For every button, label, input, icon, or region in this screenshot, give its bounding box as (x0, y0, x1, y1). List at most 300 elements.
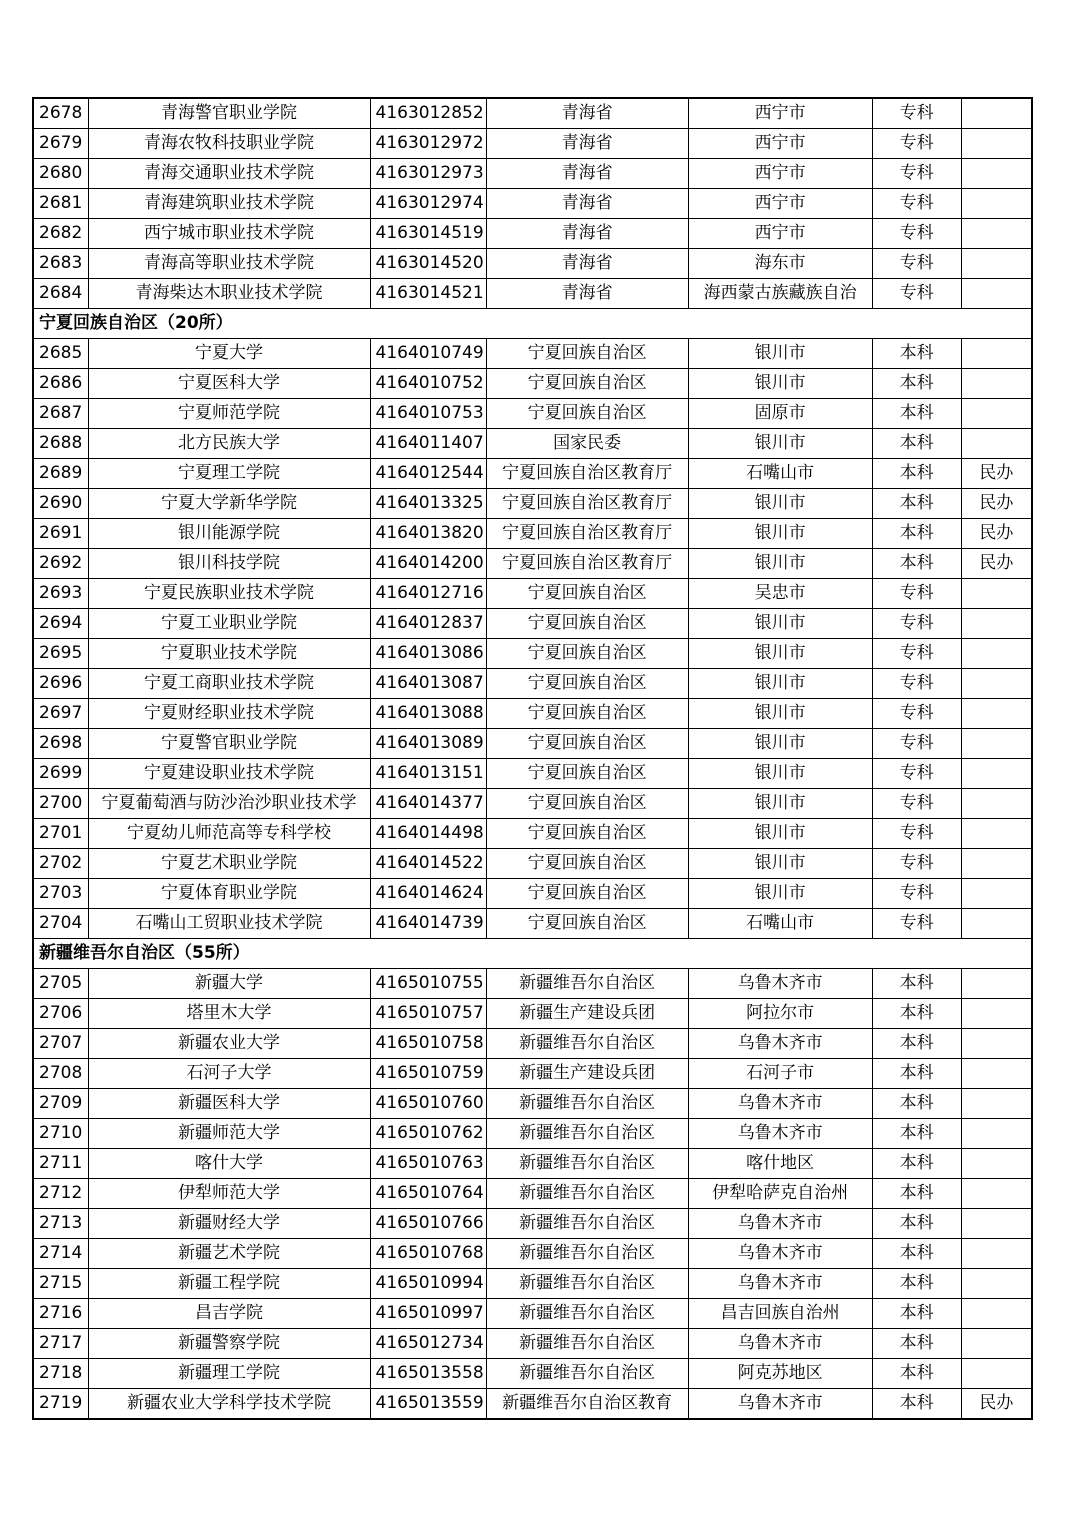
row-number-cell: 2681 (33, 189, 88, 219)
location-cell: 石嘴山市 (688, 909, 872, 939)
row-number-cell: 2688 (33, 429, 88, 459)
school-name-cell: 青海交通职业技术学院 (88, 159, 370, 189)
school-code-cell: 4164014739 (370, 909, 486, 939)
remark-cell (961, 729, 1032, 759)
location-cell: 固原市 (688, 399, 872, 429)
location-cell: 银川市 (688, 819, 872, 849)
row-number-cell: 2705 (33, 969, 88, 999)
remark-cell (961, 1269, 1032, 1299)
location-cell: 银川市 (688, 759, 872, 789)
authority-cell: 宁夏回族自治区 (486, 909, 688, 939)
table-row (33, 1329, 1032, 1359)
school-name-cell: 石河子大学 (88, 1059, 370, 1089)
school-code-cell: 4165010763 (370, 1149, 486, 1179)
location-cell: 银川市 (688, 429, 872, 459)
school-name-cell: 银川能源学院 (88, 519, 370, 549)
school-code-cell: 4164011407 (370, 429, 486, 459)
table-row (33, 1179, 1032, 1209)
location-cell: 银川市 (688, 669, 872, 699)
school-code-cell: 4164012544 (370, 459, 486, 489)
school-code-cell: 4164014377 (370, 789, 486, 819)
table-row (33, 399, 1032, 429)
level-cell: 本科 (872, 999, 961, 1029)
school-name-cell: 宁夏建设职业技术学院 (88, 759, 370, 789)
location-cell: 昌吉回族自治州 (688, 1299, 872, 1329)
location-cell: 西宁市 (688, 159, 872, 189)
school-code-cell: 4164014200 (370, 549, 486, 579)
level-cell: 专科 (872, 789, 961, 819)
school-code-cell: 4164010749 (370, 339, 486, 369)
authority-cell: 宁夏回族自治区 (486, 789, 688, 819)
row-number-cell: 2703 (33, 879, 88, 909)
level-cell: 专科 (872, 909, 961, 939)
authority-cell: 宁夏回族自治区教育厅 (486, 459, 688, 489)
authority-cell: 国家民委 (486, 429, 688, 459)
level-cell: 本科 (872, 549, 961, 579)
school-code-cell: 4164013086 (370, 639, 486, 669)
school-code-cell: 4165013559 (370, 1389, 486, 1420)
location-cell: 银川市 (688, 879, 872, 909)
row-number-cell: 2678 (33, 98, 88, 129)
table-row (33, 999, 1032, 1029)
level-cell: 本科 (872, 1059, 961, 1089)
section-header-row (33, 309, 1032, 339)
row-number-cell: 2687 (33, 399, 88, 429)
authority-cell: 青海省 (486, 159, 688, 189)
level-cell: 本科 (872, 399, 961, 429)
level-cell: 专科 (872, 819, 961, 849)
table-row (33, 459, 1032, 489)
remark-cell (961, 819, 1032, 849)
table-row (33, 1089, 1032, 1119)
school-name-cell: 新疆艺术学院 (88, 1239, 370, 1269)
row-number-cell: 2709 (33, 1089, 88, 1119)
table-row (33, 669, 1032, 699)
authority-cell: 新疆维吾尔自治区 (486, 1179, 688, 1209)
table-row (33, 489, 1032, 519)
table-row (33, 369, 1032, 399)
row-number-cell: 2711 (33, 1149, 88, 1179)
authority-cell: 新疆维吾尔自治区 (486, 1149, 688, 1179)
school-name-cell: 新疆警察学院 (88, 1329, 370, 1359)
location-cell: 阿拉尔市 (688, 999, 872, 1029)
level-cell: 专科 (872, 129, 961, 159)
school-code-cell: 4163014521 (370, 279, 486, 309)
level-cell: 本科 (872, 1269, 961, 1299)
school-name-cell: 塔里木大学 (88, 999, 370, 1029)
row-number-cell: 2684 (33, 279, 88, 309)
remark-cell (961, 189, 1032, 219)
location-cell: 乌鲁木齐市 (688, 1119, 872, 1149)
remark-cell (961, 1359, 1032, 1389)
authority-cell: 新疆生产建设兵团 (486, 999, 688, 1029)
authority-cell: 宁夏回族自治区 (486, 579, 688, 609)
location-cell: 乌鲁木齐市 (688, 1089, 872, 1119)
table-row (33, 339, 1032, 369)
location-cell: 银川市 (688, 729, 872, 759)
school-code-cell: 4165010997 (370, 1299, 486, 1329)
school-code-cell: 4163012974 (370, 189, 486, 219)
school-name-cell: 宁夏师范学院 (88, 399, 370, 429)
location-cell: 银川市 (688, 789, 872, 819)
school-name-cell: 宁夏职业技术学院 (88, 639, 370, 669)
remark-cell (961, 1089, 1032, 1119)
level-cell: 本科 (872, 1119, 961, 1149)
row-number-cell: 2713 (33, 1209, 88, 1239)
remark-cell (961, 159, 1032, 189)
level-cell: 本科 (872, 969, 961, 999)
location-cell: 西宁市 (688, 219, 872, 249)
school-name-cell: 新疆工程学院 (88, 1269, 370, 1299)
level-cell: 专科 (872, 699, 961, 729)
authority-cell: 宁夏回族自治区 (486, 699, 688, 729)
level-cell: 本科 (872, 1089, 961, 1119)
school-name-cell: 青海高等职业技术学院 (88, 249, 370, 279)
authority-cell: 新疆维吾尔自治区 (486, 1299, 688, 1329)
school-code-cell: 4165010762 (370, 1119, 486, 1149)
school-name-cell: 宁夏警官职业学院 (88, 729, 370, 759)
row-number-cell: 2690 (33, 489, 88, 519)
authority-cell: 新疆维吾尔自治区教育 (486, 1389, 688, 1420)
location-cell: 银川市 (688, 639, 872, 669)
authority-cell: 宁夏回族自治区 (486, 609, 688, 639)
remark-cell (961, 98, 1032, 129)
table-row (33, 429, 1032, 459)
row-number-cell: 2701 (33, 819, 88, 849)
school-code-cell: 4164012837 (370, 609, 486, 639)
row-number-cell: 2680 (33, 159, 88, 189)
row-number-cell: 2682 (33, 219, 88, 249)
university-list-table (32, 97, 1033, 1420)
school-name-cell: 新疆农业大学 (88, 1029, 370, 1059)
school-code-cell: 4165010758 (370, 1029, 486, 1059)
school-code-cell: 4165010768 (370, 1239, 486, 1269)
level-cell: 专科 (872, 879, 961, 909)
remark-cell (961, 579, 1032, 609)
school-code-cell: 4165010994 (370, 1269, 486, 1299)
authority-cell: 新疆维吾尔自治区 (486, 1209, 688, 1239)
table-row (33, 699, 1032, 729)
location-cell: 乌鲁木齐市 (688, 1209, 872, 1239)
school-code-cell: 4165010757 (370, 999, 486, 1029)
level-cell: 专科 (872, 639, 961, 669)
remark-cell (961, 1149, 1032, 1179)
location-cell: 乌鲁木齐市 (688, 1389, 872, 1420)
school-code-cell: 4164013087 (370, 669, 486, 699)
authority-cell: 新疆维吾尔自治区 (486, 1359, 688, 1389)
location-cell: 西宁市 (688, 129, 872, 159)
section-header-row (33, 939, 1032, 969)
location-cell: 吴忠市 (688, 579, 872, 609)
remark-cell (961, 669, 1032, 699)
location-cell: 银川市 (688, 609, 872, 639)
remark-cell (961, 219, 1032, 249)
table-row (33, 969, 1032, 999)
row-number-cell: 2715 (33, 1269, 88, 1299)
location-cell: 银川市 (688, 339, 872, 369)
level-cell: 本科 (872, 369, 961, 399)
school-name-cell: 西宁城市职业技术学院 (88, 219, 370, 249)
location-cell: 乌鲁木齐市 (688, 969, 872, 999)
row-number-cell: 2685 (33, 339, 88, 369)
row-number-cell: 2698 (33, 729, 88, 759)
school-code-cell: 4165010764 (370, 1179, 486, 1209)
school-name-cell: 青海建筑职业技术学院 (88, 189, 370, 219)
authority-cell: 青海省 (486, 219, 688, 249)
table-row (33, 579, 1032, 609)
row-number-cell: 2679 (33, 129, 88, 159)
row-number-cell: 2692 (33, 549, 88, 579)
school-name-cell: 银川科技学院 (88, 549, 370, 579)
authority-cell: 宁夏回族自治区教育厅 (486, 489, 688, 519)
school-name-cell: 宁夏大学新华学院 (88, 489, 370, 519)
row-number-cell: 2696 (33, 669, 88, 699)
remark-cell (961, 339, 1032, 369)
school-name-cell: 喀什大学 (88, 1149, 370, 1179)
school-name-cell: 新疆财经大学 (88, 1209, 370, 1239)
table-row (33, 849, 1032, 879)
remark-cell (961, 789, 1032, 819)
remark-cell (961, 399, 1032, 429)
row-number-cell: 2691 (33, 519, 88, 549)
row-number-cell: 2719 (33, 1389, 88, 1420)
table-row (33, 1209, 1032, 1239)
table-row (33, 1119, 1032, 1149)
level-cell: 本科 (872, 1299, 961, 1329)
school-name-cell: 青海农牧科技职业学院 (88, 129, 370, 159)
location-cell: 西宁市 (688, 98, 872, 129)
school-name-cell: 青海柴达木职业技术学院 (88, 279, 370, 309)
school-code-cell: 4163014519 (370, 219, 486, 249)
table-row (33, 729, 1032, 759)
school-code-cell: 4163012973 (370, 159, 486, 189)
location-cell: 阿克苏地区 (688, 1359, 872, 1389)
level-cell: 本科 (872, 1209, 961, 1239)
school-code-cell: 4165012734 (370, 1329, 486, 1359)
remark-cell: 民办 (961, 489, 1032, 519)
school-name-cell: 宁夏理工学院 (88, 459, 370, 489)
school-code-cell: 4164014522 (370, 849, 486, 879)
school-name-cell: 新疆大学 (88, 969, 370, 999)
row-number-cell: 2689 (33, 459, 88, 489)
school-code-cell: 4163012972 (370, 129, 486, 159)
row-number-cell: 2700 (33, 789, 88, 819)
school-code-cell: 4163012852 (370, 98, 486, 129)
authority-cell: 宁夏回族自治区 (486, 879, 688, 909)
authority-cell: 青海省 (486, 129, 688, 159)
authority-cell: 宁夏回族自治区教育厅 (486, 519, 688, 549)
row-number-cell: 2702 (33, 849, 88, 879)
level-cell: 本科 (872, 1149, 961, 1179)
remark-cell (961, 1119, 1032, 1149)
table-row (33, 129, 1032, 159)
level-cell: 本科 (872, 1239, 961, 1269)
location-cell: 银川市 (688, 519, 872, 549)
table-row (33, 1299, 1032, 1329)
school-code-cell: 4163014520 (370, 249, 486, 279)
authority-cell: 新疆维吾尔自治区 (486, 1269, 688, 1299)
location-cell: 银川市 (688, 489, 872, 519)
row-number-cell: 2699 (33, 759, 88, 789)
authority-cell: 青海省 (486, 279, 688, 309)
row-number-cell: 2710 (33, 1119, 88, 1149)
table-row (33, 98, 1032, 129)
authority-cell: 宁夏回族自治区 (486, 819, 688, 849)
remark-cell (961, 879, 1032, 909)
row-number-cell: 2707 (33, 1029, 88, 1059)
table-row (33, 1029, 1032, 1059)
table-row (33, 609, 1032, 639)
school-code-cell: 4164013089 (370, 729, 486, 759)
remark-cell (961, 699, 1032, 729)
level-cell: 专科 (872, 159, 961, 189)
remark-cell: 民办 (961, 1389, 1032, 1420)
school-code-cell: 4165010766 (370, 1209, 486, 1239)
row-number-cell: 2683 (33, 249, 88, 279)
row-number-cell: 2704 (33, 909, 88, 939)
remark-cell (961, 429, 1032, 459)
school-name-cell: 宁夏大学 (88, 339, 370, 369)
school-name-cell: 宁夏工商职业技术学院 (88, 669, 370, 699)
table-row (33, 1269, 1032, 1299)
remark-cell (961, 609, 1032, 639)
authority-cell: 新疆维吾尔自治区 (486, 969, 688, 999)
authority-cell: 宁夏回族自治区 (486, 759, 688, 789)
level-cell: 专科 (872, 729, 961, 759)
row-number-cell: 2714 (33, 1239, 88, 1269)
level-cell: 本科 (872, 519, 961, 549)
remark-cell (961, 1299, 1032, 1329)
location-cell: 石河子市 (688, 1059, 872, 1089)
remark-cell (961, 369, 1032, 399)
authority-cell: 宁夏回族自治区 (486, 669, 688, 699)
row-number-cell: 2708 (33, 1059, 88, 1089)
row-number-cell: 2712 (33, 1179, 88, 1209)
school-name-cell: 宁夏民族职业技术学院 (88, 579, 370, 609)
table-row (33, 759, 1032, 789)
row-number-cell: 2718 (33, 1359, 88, 1389)
school-code-cell: 4165010760 (370, 1089, 486, 1119)
school-name-cell: 昌吉学院 (88, 1299, 370, 1329)
school-code-cell: 4164014498 (370, 819, 486, 849)
location-cell: 银川市 (688, 369, 872, 399)
location-cell: 伊犁哈萨克自治州 (688, 1179, 872, 1209)
authority-cell: 新疆维吾尔自治区 (486, 1029, 688, 1059)
location-cell: 乌鲁木齐市 (688, 1329, 872, 1359)
school-name-cell: 伊犁师范大学 (88, 1179, 370, 1209)
level-cell: 本科 (872, 1359, 961, 1389)
location-cell: 银川市 (688, 549, 872, 579)
remark-cell: 民办 (961, 519, 1032, 549)
row-number-cell: 2717 (33, 1329, 88, 1359)
school-code-cell: 4164013151 (370, 759, 486, 789)
table-row (33, 519, 1032, 549)
authority-cell: 青海省 (486, 189, 688, 219)
table-row (33, 819, 1032, 849)
remark-cell (961, 129, 1032, 159)
authority-cell: 宁夏回族自治区 (486, 729, 688, 759)
location-cell: 西宁市 (688, 189, 872, 219)
school-name-cell: 宁夏工业职业学院 (88, 609, 370, 639)
remark-cell (961, 639, 1032, 669)
level-cell: 本科 (872, 459, 961, 489)
location-cell: 乌鲁木齐市 (688, 1269, 872, 1299)
row-number-cell: 2694 (33, 609, 88, 639)
school-name-cell: 宁夏财经职业技术学院 (88, 699, 370, 729)
remark-cell (961, 849, 1032, 879)
authority-cell: 新疆维吾尔自治区 (486, 1089, 688, 1119)
table-row (33, 909, 1032, 939)
remark-cell: 民办 (961, 459, 1032, 489)
table-row (33, 639, 1032, 669)
school-name-cell: 新疆师范大学 (88, 1119, 370, 1149)
remark-cell (961, 1179, 1032, 1209)
school-name-cell: 青海警官职业学院 (88, 98, 370, 129)
school-name-cell: 石嘴山工贸职业技术学院 (88, 909, 370, 939)
school-name-cell: 新疆医科大学 (88, 1089, 370, 1119)
school-code-cell: 4164013325 (370, 489, 486, 519)
level-cell: 专科 (872, 249, 961, 279)
school-code-cell: 4165013558 (370, 1359, 486, 1389)
level-cell: 专科 (872, 849, 961, 879)
remark-cell (961, 279, 1032, 309)
school-code-cell: 4164014624 (370, 879, 486, 909)
level-cell: 专科 (872, 189, 961, 219)
level-cell: 专科 (872, 98, 961, 129)
authority-cell: 宁夏回族自治区 (486, 639, 688, 669)
authority-cell: 新疆维吾尔自治区 (486, 1329, 688, 1359)
level-cell: 专科 (872, 669, 961, 699)
table-row (33, 1149, 1032, 1179)
school-code-cell: 4164010752 (370, 369, 486, 399)
level-cell: 本科 (872, 1029, 961, 1059)
school-code-cell: 4164012716 (370, 579, 486, 609)
level-cell: 专科 (872, 279, 961, 309)
table-row (33, 279, 1032, 309)
authority-cell: 宁夏回族自治区教育厅 (486, 549, 688, 579)
school-name-cell: 新疆农业大学科学技术学院 (88, 1389, 370, 1420)
level-cell: 本科 (872, 1329, 961, 1359)
remark-cell (961, 909, 1032, 939)
row-number-cell: 2716 (33, 1299, 88, 1329)
level-cell: 本科 (872, 1179, 961, 1209)
remark-cell (961, 1029, 1032, 1059)
remark-cell (961, 969, 1032, 999)
school-code-cell: 4164013820 (370, 519, 486, 549)
table-row (33, 879, 1032, 909)
authority-cell: 宁夏回族自治区 (486, 339, 688, 369)
location-cell: 海西蒙古族藏族自治 (688, 279, 872, 309)
location-cell: 银川市 (688, 849, 872, 879)
remark-cell (961, 1059, 1032, 1089)
remark-cell: 民办 (961, 549, 1032, 579)
remark-cell (961, 1209, 1032, 1239)
table-row (33, 1059, 1032, 1089)
level-cell: 专科 (872, 759, 961, 789)
authority-cell: 宁夏回族自治区 (486, 399, 688, 429)
location-cell: 银川市 (688, 699, 872, 729)
location-cell: 乌鲁木齐市 (688, 1239, 872, 1269)
school-name-cell: 宁夏艺术职业学院 (88, 849, 370, 879)
school-name-cell: 宁夏医科大学 (88, 369, 370, 399)
school-name-cell: 北方民族大学 (88, 429, 370, 459)
table-row (33, 789, 1032, 819)
table-row (33, 219, 1032, 249)
authority-cell: 新疆生产建设兵团 (486, 1059, 688, 1089)
location-cell: 海东市 (688, 249, 872, 279)
row-number-cell: 2686 (33, 369, 88, 399)
level-cell: 本科 (872, 429, 961, 459)
